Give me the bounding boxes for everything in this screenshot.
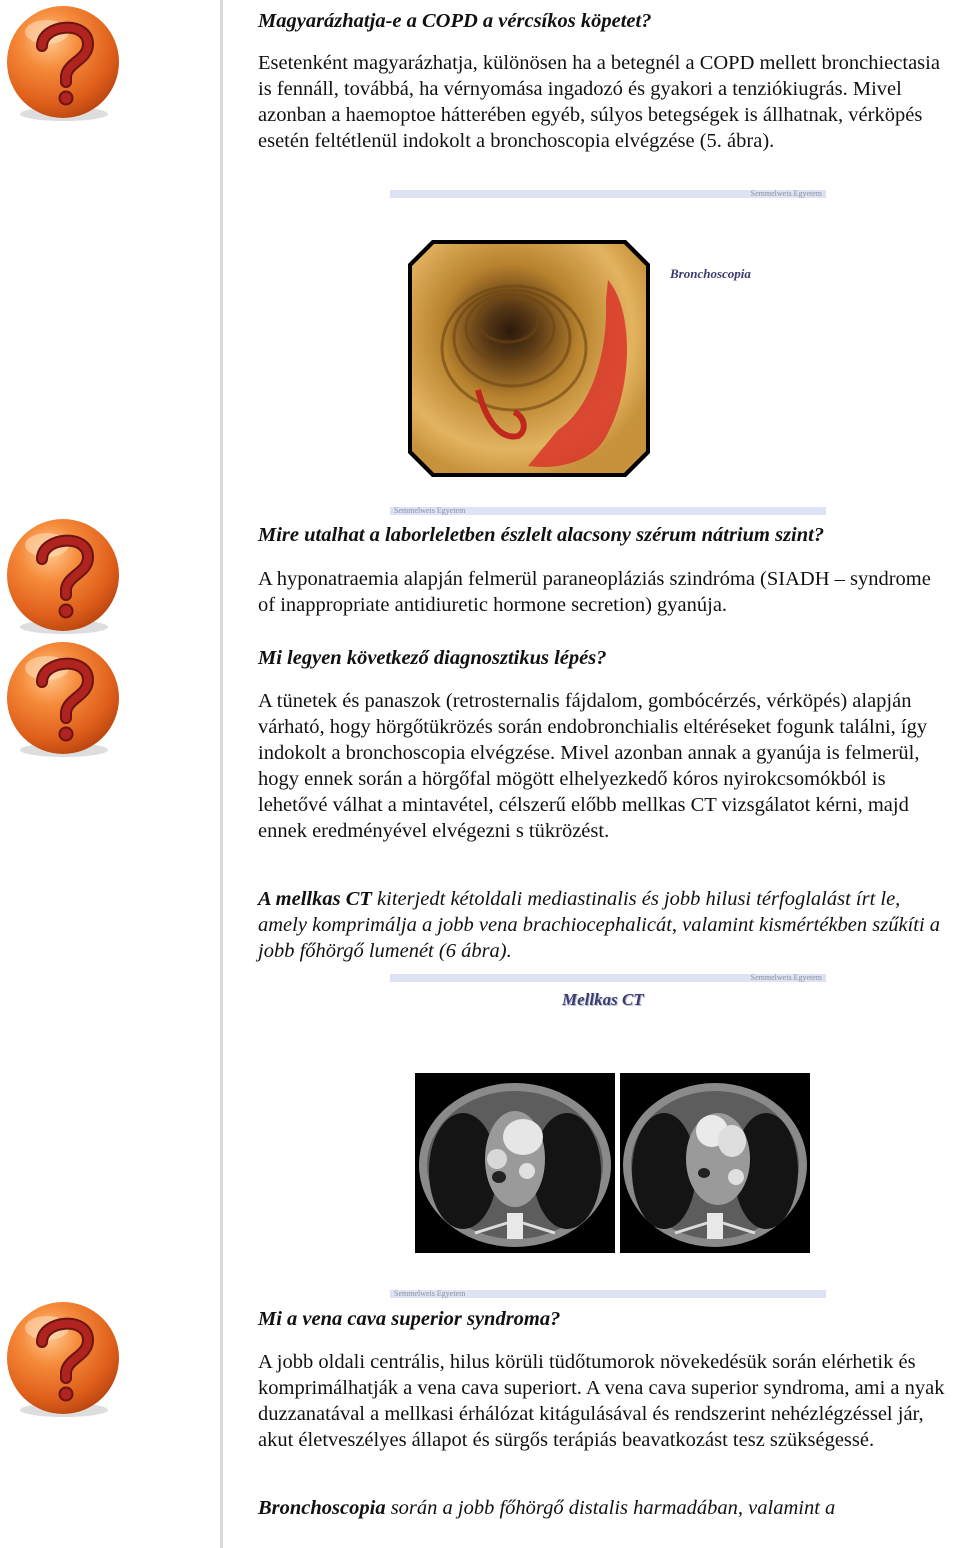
ct-scan-image-right xyxy=(620,1073,810,1253)
question-mark-icon xyxy=(2,638,124,760)
bronchoscopy-lead: Bronchoscopia xyxy=(258,1497,386,1519)
ct-description xyxy=(258,886,953,964)
answer-paragraph: A hyponatraemia alapján felmerül paraneopláziás szindróma (SIADH – syndrome of inappropriate antidiuretic hormone secretion) gyanúja. xyxy=(258,568,931,616)
slide-footer-bar: Semmelweis Egyetem xyxy=(390,1290,826,1298)
ct-scan-image-left xyxy=(415,1073,615,1253)
margin-rule xyxy=(220,0,223,1548)
slide-footer-bar: Semmelweis Egyetem xyxy=(390,507,826,515)
question-heading: Mi a vena cava superior syndroma? xyxy=(258,1308,561,1330)
answer-paragraph: A jobb oldali centrális, hilus körüli tüdőtumorok növekedésük során elérhetik és komprimálhatják a vena cava superiort. A vena cava superior syndroma, ami a nyak duzzanatával a mellkasi érhálózat kitágulásával és rendszerint nehézlégzéssel jár, akut életveszélyes állapot és sürgős terápiás beavatkozást tesz szükségessé. xyxy=(258,1351,945,1451)
bronchoscopy-image xyxy=(408,240,650,477)
question-heading: Mire utalhat a laborleletben észlelt alacsony szérum nátrium szint? xyxy=(258,524,825,546)
bronchoscopy-description xyxy=(258,1495,953,1521)
slide-title: Mellkas CT xyxy=(562,990,644,1009)
answer-paragraph: Esetenként magyarázhatja, különösen ha a betegnél a COPD mellett bronchiectasia is fennáll, továbbá, ha vérnyomása ingadozó és gyakori a tenziókiugrás. Mivel azonban a haemoptoe hátterében egyéb, súlyos betegségek is állhatnak, vérköpés esetén feltétlenül indokolt a bronchoscopia elvégzése (5. ábra). xyxy=(258,52,940,152)
question-mark-icon xyxy=(2,1298,124,1420)
ct-lead: A mellkas CT xyxy=(258,888,372,910)
slide-header-bar: Semmelweis Egyetem xyxy=(390,190,826,198)
answer-paragraph: A tünetek és panaszok (retrosternalis fájdalom, gombócérzés, vérköpés) alapján várható, hogy hörgőtükrözés során endobronchialis eltéréseket fogunk találni, így indokolt a bronchoscopia elvégzése. Mivel azonban annak a gyanúja is felmerül, hogy ennek során a hörgőfal mögött elhelyezkedő kóros nyirokcsomókból is lehetővé válhat a mintavétel, célszerű előbb mellkas CT vizsgálatot kérni, majd ennek eredményével elvégezni s tükrözést. xyxy=(258,690,928,842)
question-mark-icon xyxy=(2,2,124,124)
ct-text: kiterjedt kétoldali mediastinalis és jobb hilusi térfoglalást írt le, amely komprimálja a jobb vena brachiocephalicát, valamint kismértékben szűkíti a jobb főhörgő lumenét (6 ábra). xyxy=(258,888,941,962)
question-heading: Mi legyen következő diagnosztikus lépés? xyxy=(258,647,607,669)
question-heading: Magyarázhatja-e a COPD a vércsíkos köpetet? xyxy=(258,10,652,32)
slide-title: Bronchoscopia xyxy=(670,266,751,281)
bronchoscopy-text: során a jobb főhörgő distalis harmadában, valamint a xyxy=(385,1497,836,1519)
slide-header-bar: Semmelweis Egyetem xyxy=(390,974,826,982)
question-mark-icon xyxy=(2,515,124,637)
